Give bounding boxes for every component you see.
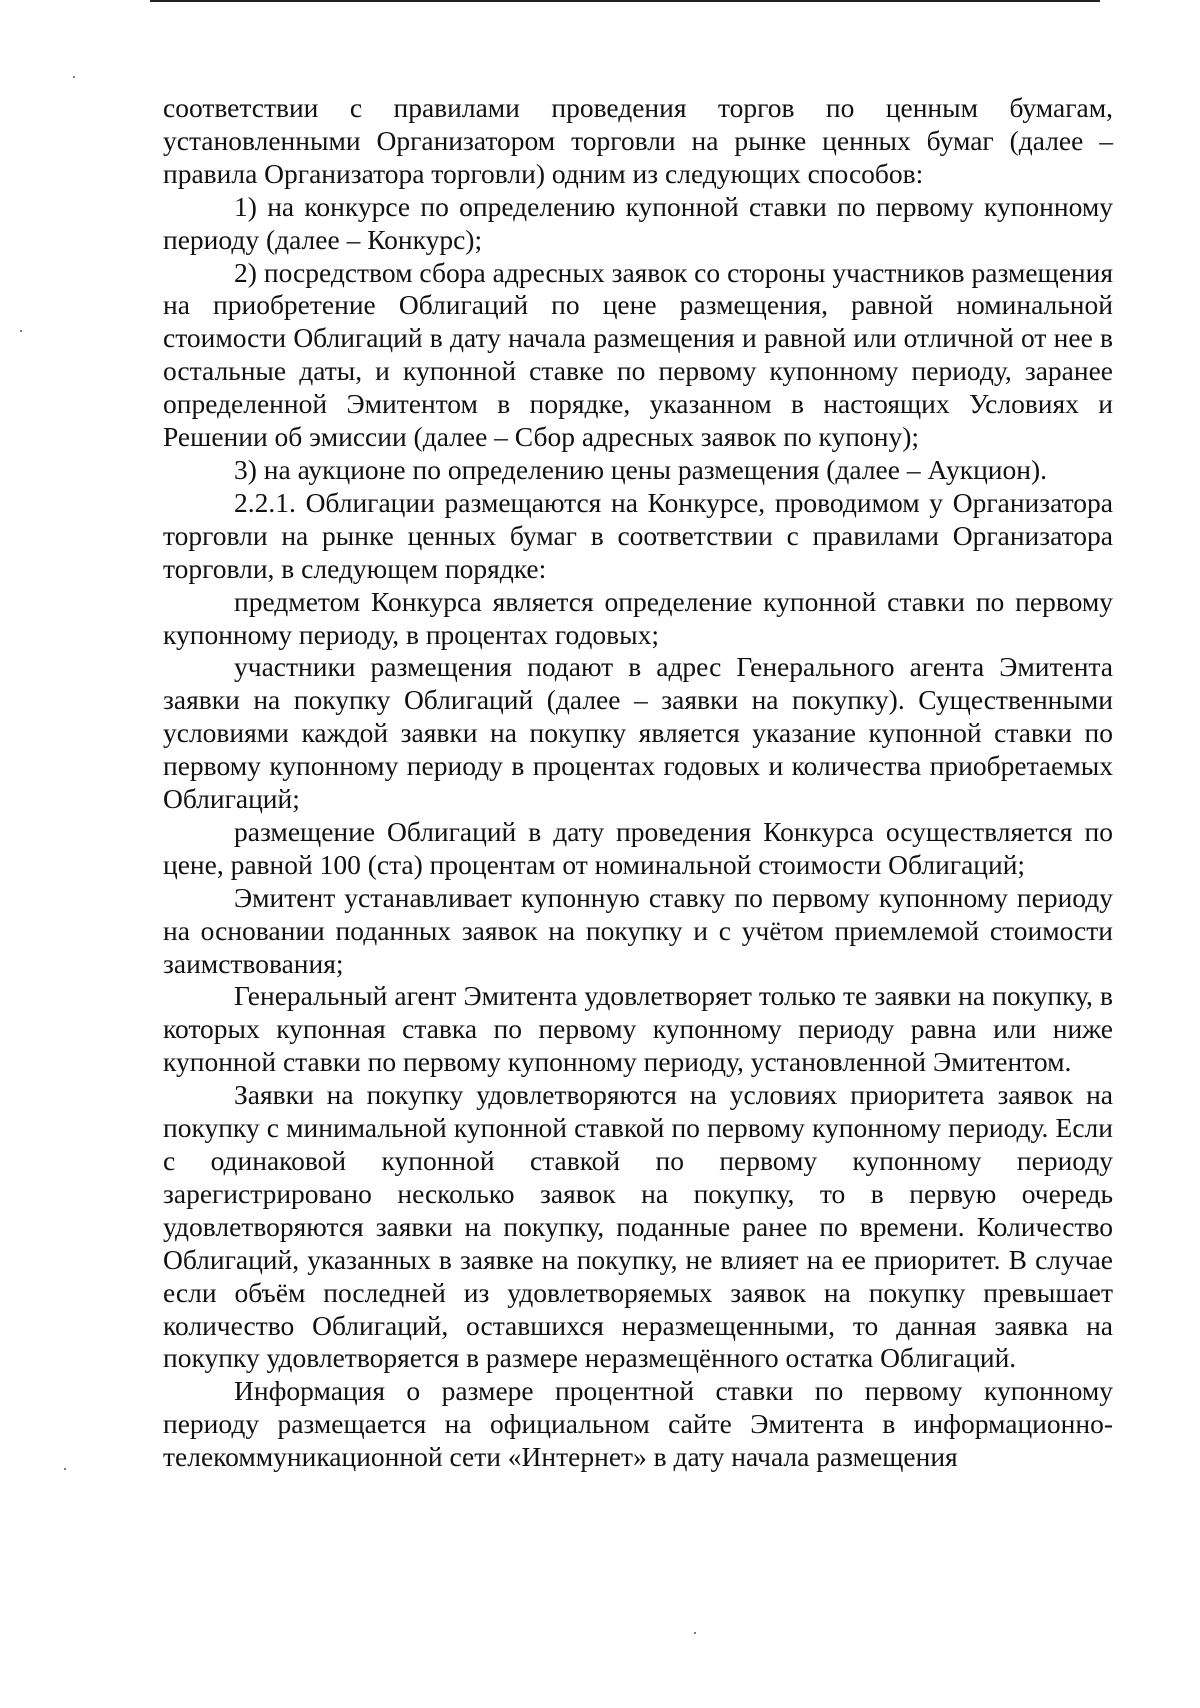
- paragraph-continuation: соответствии с правилами проведения торгов по ценным бумагам, установленными Организатором торговли на рынке ценных бумаг (далее – правила Организатора торговли) одним из следующих способов:: [163, 92, 1113, 189]
- top-border-line: [150, 0, 1100, 2]
- paragraph-order-satisfaction: Генеральный агент Эмитента удовлетворяет только те заявки на покупку, в которых купонная ставка по первому купонному периоду равна или ниже купонной ставки по первому купонному периоду, установленной Эмитентом.: [163, 980, 1113, 1078]
- paragraph-method-1: 1) на конкурсе по определению купонной ставки по первому купонному периоду (далее – Конкурс);: [163, 190, 1113, 255]
- paragraph-coupon-rate-setting: Эмитент устанавливает купонную ставку по первому купонному периоду на основании поданных заявок на покупку и с учётом приемлемой стоимости заимствования;: [163, 881, 1113, 979]
- paragraph-method-2: 2) посредством сбора адресных заявок со стороны участников размещения на приобретение Облигаций по цене размещения, равной номинальной стоимости Облигаций в дату начала размещения и равной или отличной от нее в остальные даты, и купонной ставке по первому купонному периоду, заранее определенной Эмитентом в порядке, указанном в настоящих Условиях и Решении об эмиссии (далее – Сбор адресных заявок по купону);: [163, 256, 1113, 453]
- paragraph-purchase-orders: участники размещения подают в адрес Генерального агента Эмитента заявки на покупку Облигаций (далее – заявки на покупку). Существенными условиями каждой заявки на покупку является указание купонной ставки по первому купонному периоду в процентах годовых и количества приобретаемых Облигаций;: [163, 651, 1113, 815]
- scan-artifact-dot: [64, 1468, 66, 1470]
- paragraph-placement-price: размещение Облигаций в дату проведения Конкурса осуществляется по цене, равной 100 (ста) процентам от номинальной стоимости Облигаций;: [163, 815, 1113, 880]
- paragraph-contest-subject: предметом Конкурса является определение купонной ставки по первому купонному периоду, в процентах годовых;: [163, 585, 1113, 650]
- document-body: [163, 92, 1113, 1474]
- scan-artifact-dot: [73, 76, 75, 78]
- scan-artifact-dot: [694, 1632, 696, 1634]
- paragraph-order-priority: Заявки на покупку удовлетворяются на условиях приоритета заявок на покупку с минимальной купонной ставкой по первому купонному периоду. Если с одинаковой купонной ставкой по первому купонному периоду зарегистрировано несколько заявок на покупку, то в первую очередь удовлетворяются заявки на покупку, поданные ранее по времени. Количество Облигаций, указанных в заявке на покупку, не влияет на ее приоритет. В случае если объём последней из удовлетворяемых заявок на покупку превышает количество Облигаций, оставшихся неразмещенными, то данная заявка на покупку удовлетворяется в размере неразмещённого остатка Облигаций.: [163, 1079, 1113, 1374]
- paragraph-method-3: 3) на аукционе по определению цены размещения (далее – Аукцион).: [234, 453, 1047, 485]
- paragraph-rate-disclosure: Информация о размере процентной ставки по первому купонному периоду размещается на официальном сайте Эмитента в информационно-телекоммуникационной сети «Интернет» в дату начала размещения: [163, 1375, 1113, 1473]
- paragraph-section-2-2-1: 2.2.1. Облигации размещаются на Конкурсе, проводимом у Организатора торговли на рынке ценных бумаг в соответствии с правилами Организатора торговли, в следующем порядке:: [163, 486, 1113, 584]
- scan-artifact-dot: [20, 330, 22, 332]
